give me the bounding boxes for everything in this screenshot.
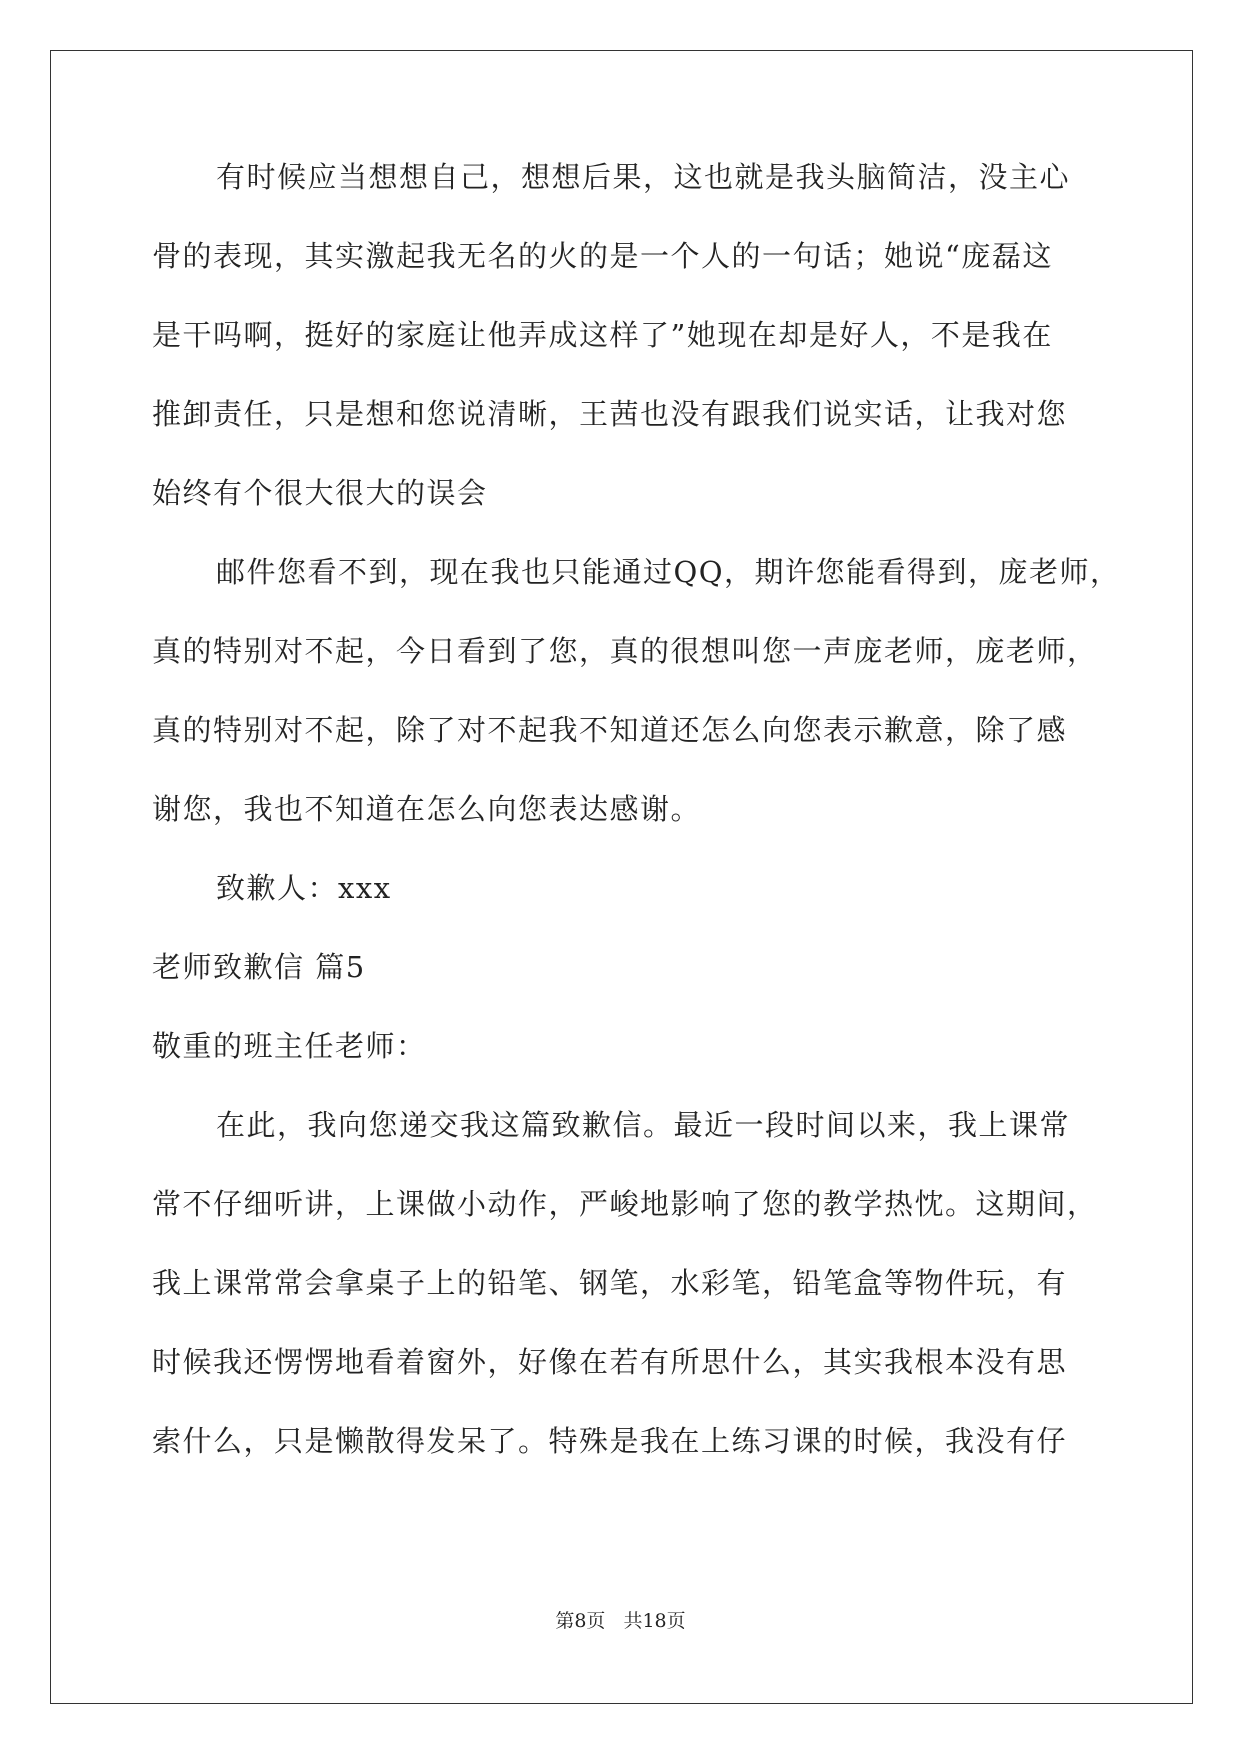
text-line: 邮件您看不到，现在我也只能通过QQ，期许您能看得到，庞老师， bbox=[216, 555, 1121, 589]
page-number: 第8页 bbox=[555, 1610, 606, 1632]
text-line: 敬重的班主任老师： bbox=[152, 1029, 427, 1063]
text-line: 常不仔细听讲，上课做小动作，严峻地影响了您的教学热忱。这期间， bbox=[152, 1187, 1098, 1221]
text-line: 骨的表现，其实激起我无名的火的是一个人的一句话；她说“庞磊这 bbox=[152, 239, 1053, 273]
text-line: 有时候应当想想自己，想想后果，这也就是我头脑简洁，没主心 bbox=[216, 160, 1071, 194]
text-line: 老师致歉信 篇5 bbox=[152, 950, 366, 984]
text-line: 我上课常常会拿桌子上的铅笔、钢笔，水彩笔，铅笔盒等物件玩，有 bbox=[152, 1266, 1068, 1300]
text-line: 真的特别对不起，除了对不起我不知道还怎么向您表示歉意，除了感 bbox=[152, 713, 1068, 747]
text-line: 推卸责任，只是想和您说清晰，王茜也没有跟我们说实话，让我对您 bbox=[152, 397, 1068, 431]
text-line: 时候我还愣愣地看着窗外，好像在若有所思什么，其实我根本没有思 bbox=[152, 1345, 1068, 1379]
text-line: 真的特别对不起，今日看到了您，真的很想叫您一声庞老师，庞老师， bbox=[152, 634, 1098, 668]
page-footer bbox=[0, 1606, 1241, 1633]
page-total: 共18页 bbox=[623, 1610, 686, 1632]
text-line: 索什么，只是懒散得发呆了。特殊是我在上练习课的时候，我没有仔 bbox=[152, 1424, 1068, 1458]
text-line: 在此，我向您递交我这篇致歉信。最近一段时间以来，我上课常 bbox=[216, 1108, 1071, 1142]
text-line: 始终有个很大很大的误会 bbox=[152, 476, 488, 510]
document-body bbox=[152, 160, 1121, 1505]
text-line: 是干吗啊，挺好的家庭让他弄成这样了”她现在却是好人，不是我在 bbox=[152, 318, 1053, 352]
text-line: 致歉人：xxx bbox=[216, 871, 392, 905]
text-line: 谢您，我也不知道在怎么向您表达感谢。 bbox=[152, 792, 702, 826]
